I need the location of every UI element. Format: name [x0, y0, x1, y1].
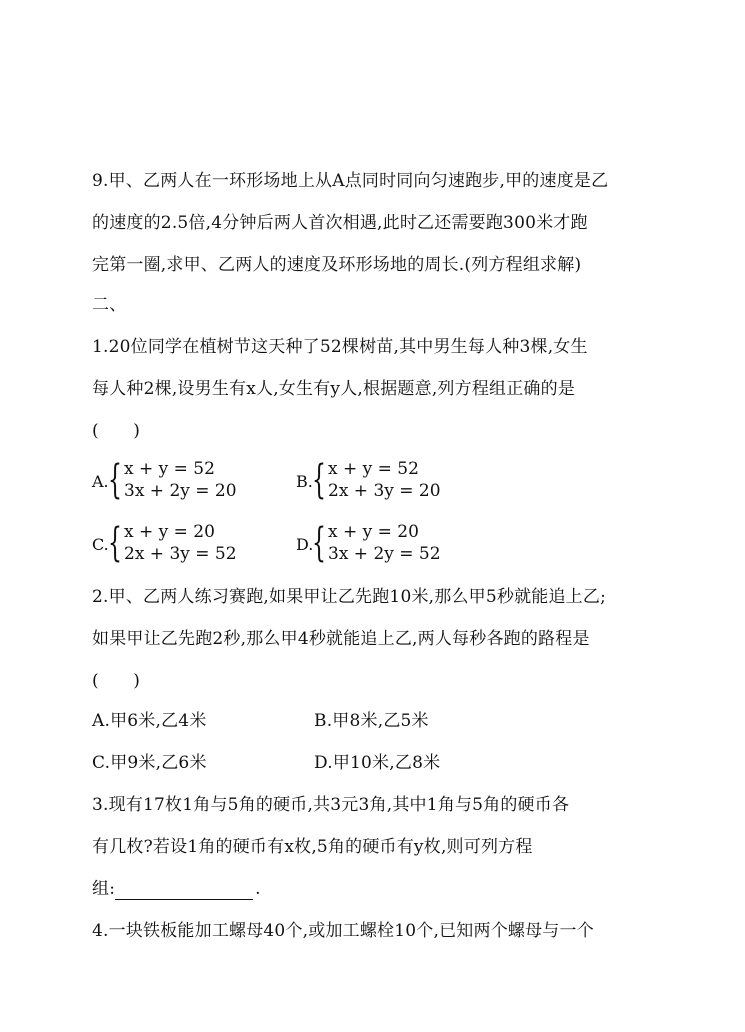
- q1-option-c-eq1: x + y = 20: [124, 522, 215, 542]
- q1-answer-paren: ( ): [92, 421, 141, 441]
- q2-option-b: B.甲8米,乙5米: [314, 711, 429, 731]
- q2-option-c: C.甲9米,乙6米: [92, 753, 207, 773]
- q1-option-a-eq1: x + y = 52: [124, 459, 215, 479]
- q1-option-b-system: [312, 458, 441, 502]
- brace-icon: {: [108, 457, 122, 503]
- q1-line-1: 1.20位同学在植树节这天种了52棵树苗,其中男生每人种3棵,女生: [92, 337, 588, 357]
- q1-option-a-eq2: 3x + 2y = 20: [124, 481, 237, 501]
- q9-line-2: 的速度的2.5倍,4分钟后两人首次相遇,此时乙还需要跑300米才跑: [92, 213, 588, 233]
- q2-line-1: 2.甲、乙两人练习赛跑,如果甲让乙先跑10米,那么甲5秒就能追上乙;: [92, 587, 607, 607]
- q1-option-d-label: D.: [296, 535, 314, 554]
- q1-option-c-system: [108, 521, 237, 565]
- q2-answer-paren: ( ): [92, 671, 141, 691]
- q1-option-d-eq1: x + y = 20: [328, 522, 419, 542]
- section-heading: 二、: [92, 295, 127, 315]
- q9-line-1: 9.甲、乙两人在一环形场地上从A点同时同向匀速跑步,甲的速度是乙: [92, 171, 609, 191]
- q3-line-1: 3.现有17枚1角与5角的硬币,共3元3角,其中1角与5角的硬币各: [92, 795, 570, 815]
- q1-option-d-eq2: 3x + 2y = 52: [328, 544, 441, 564]
- brace-icon: {: [108, 520, 122, 566]
- q3-line-3-prefix: 组:: [92, 879, 116, 899]
- q1-option-b-label: B.: [296, 472, 313, 491]
- q1-line-2: 每人种2棵,设男生有x人,女生有y人,根据题意,列方程组正确的是: [92, 379, 576, 399]
- q1-option-a-label: A.: [92, 472, 109, 491]
- q3-line-2: 有几枚?若设1角的硬币有x枚,5角的硬币有y枚,则可列方程: [92, 837, 533, 857]
- q1-option-c-label: C.: [92, 535, 109, 554]
- q2-option-d: D.甲10米,乙8米: [314, 753, 441, 773]
- q2-line-2: 如果甲让乙先跑2秒,那么甲4秒就能追上乙,两人每秒各跑的路程是: [92, 629, 590, 649]
- answer-blank[interactable]: [115, 881, 253, 900]
- q1-option-c-eq2: 2x + 3y = 52: [124, 544, 237, 564]
- q9-line-3: 完第一圈,求甲、乙两人的速度及环形场地的周长.(列方程组求解): [92, 255, 582, 275]
- q3-line-3: [92, 878, 261, 900]
- q1-option-d-system: [312, 521, 441, 565]
- q1-option-b-eq2: 2x + 3y = 20: [328, 481, 441, 501]
- brace-icon: {: [312, 457, 326, 503]
- brace-icon: {: [312, 520, 326, 566]
- q4-line-1: 4.一块铁板能加工螺母40个,或加工螺栓10个,已知两个螺母与一个: [92, 921, 594, 941]
- q1-option-a-system: [108, 458, 237, 502]
- q2-option-a: A.甲6米,乙4米: [92, 711, 207, 731]
- q1-option-b-eq1: x + y = 52: [328, 459, 419, 479]
- q3-line-3-suffix: .: [255, 879, 261, 899]
